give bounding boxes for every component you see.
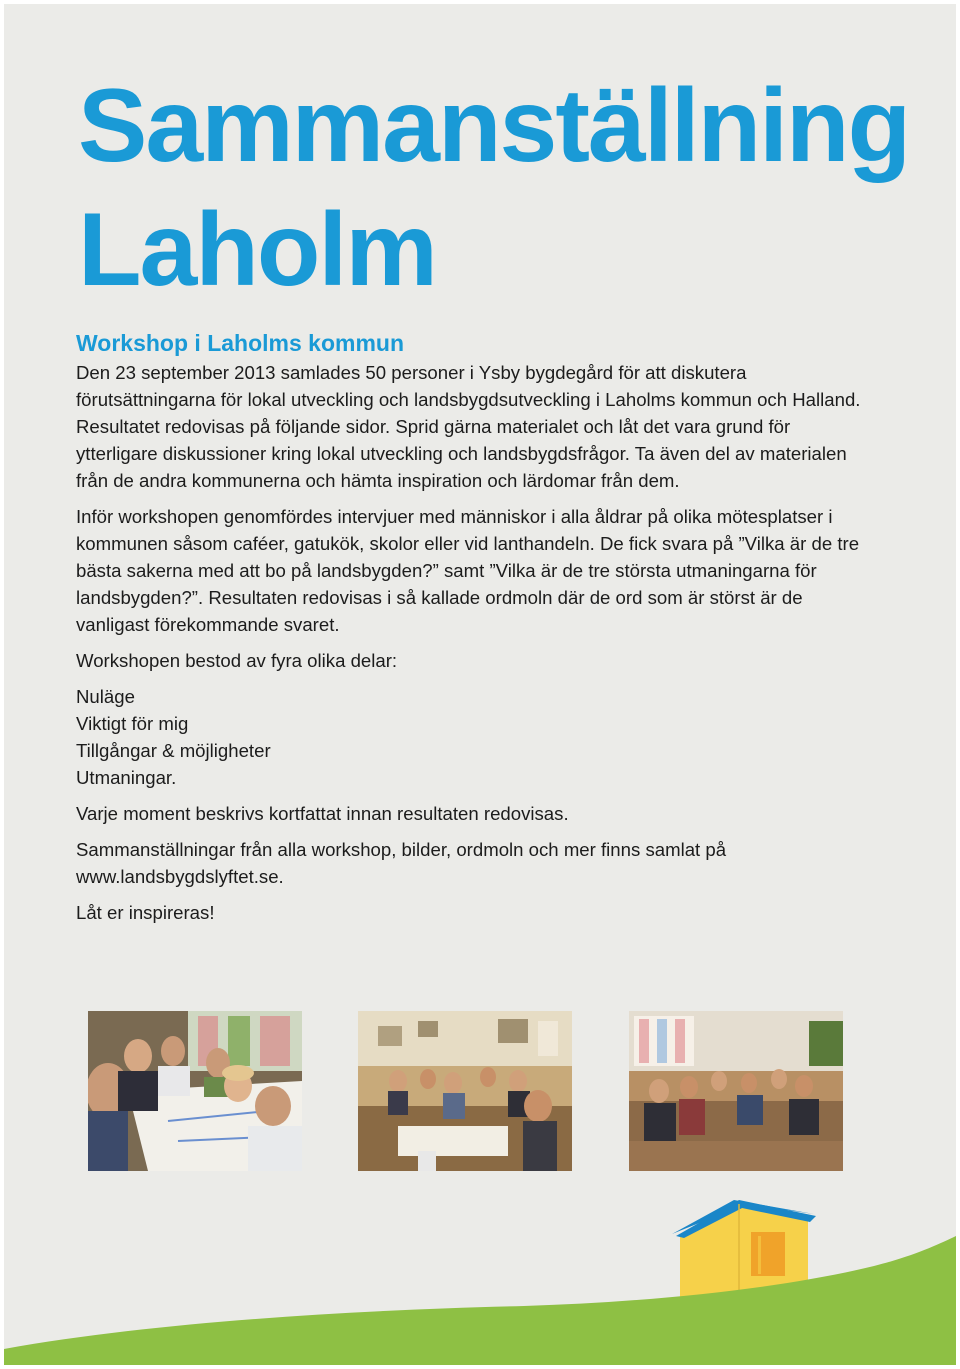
part-item: Viktigt för mig — [76, 713, 189, 734]
title-line-1: Sammanställning — [78, 68, 910, 184]
parts-list — [76, 683, 876, 791]
closing-line: Låt er inspireras! — [76, 902, 215, 923]
hill-shape — [4, 1236, 956, 1365]
body-content — [76, 328, 876, 935]
landscape-illustration — [4, 1184, 956, 1365]
workshop-photo-1 — [88, 1011, 302, 1171]
document-page — [4, 4, 956, 1365]
parts-intro: Workshopen bestod av fyra olika delar: — [76, 650, 398, 671]
collection-paragraph: Sammanställningar från alla workshop, bilder, ordmoln och mer finns samlat på www.landsbygdslyftet.se. — [76, 839, 727, 887]
workshop-photo-2 — [358, 1011, 572, 1171]
section-subtitle: Workshop i Laholms kommun — [76, 330, 404, 356]
moments-paragraph: Varje moment beskrivs kortfattat innan resultaten redovisas. — [76, 803, 569, 824]
workshop-photo-3 — [629, 1011, 843, 1171]
photo-row — [4, 1011, 956, 1173]
part-item: Tillgångar & möjligheter — [76, 740, 271, 761]
title-line-2: Laholm — [78, 192, 436, 308]
intro-paragraph: Den 23 september 2013 samlades 50 personer i Ysby bygdegård för att diskutera förutsättningarna för lokal utveckling och landsbygdsutveckling i Laholms kommun och Halland. Resultatet redovisas på följande sidor. Sprid gärna materialet och låt det vara grund för ytterligare diskussioner kring lokal utveckling och landsbygdsfrågor. Ta även del av materialen från de andra kommunerna och hämta inspiration och lärdomar från dem. — [76, 362, 861, 491]
part-item: Utmaningar. — [76, 767, 177, 788]
page-title — [78, 64, 909, 312]
interviews-paragraph: Inför workshopen genomfördes intervjuer med människor i alla åldrar på olika mötesplatser i kommunen såsom caféer, gatukök, skolor eller vid lanthandeln. De fick svara på ”Vilka är de tre bästa sakerna med att bo på landsbygden?” samt ”Vilka är de tre största utmaningarna för landsbygden?”. Resultaten redovisas i så kallade ordmoln där de ord som är störst är de vanligast förekommande svaret. — [76, 506, 860, 635]
part-item: Nuläge — [76, 686, 135, 707]
